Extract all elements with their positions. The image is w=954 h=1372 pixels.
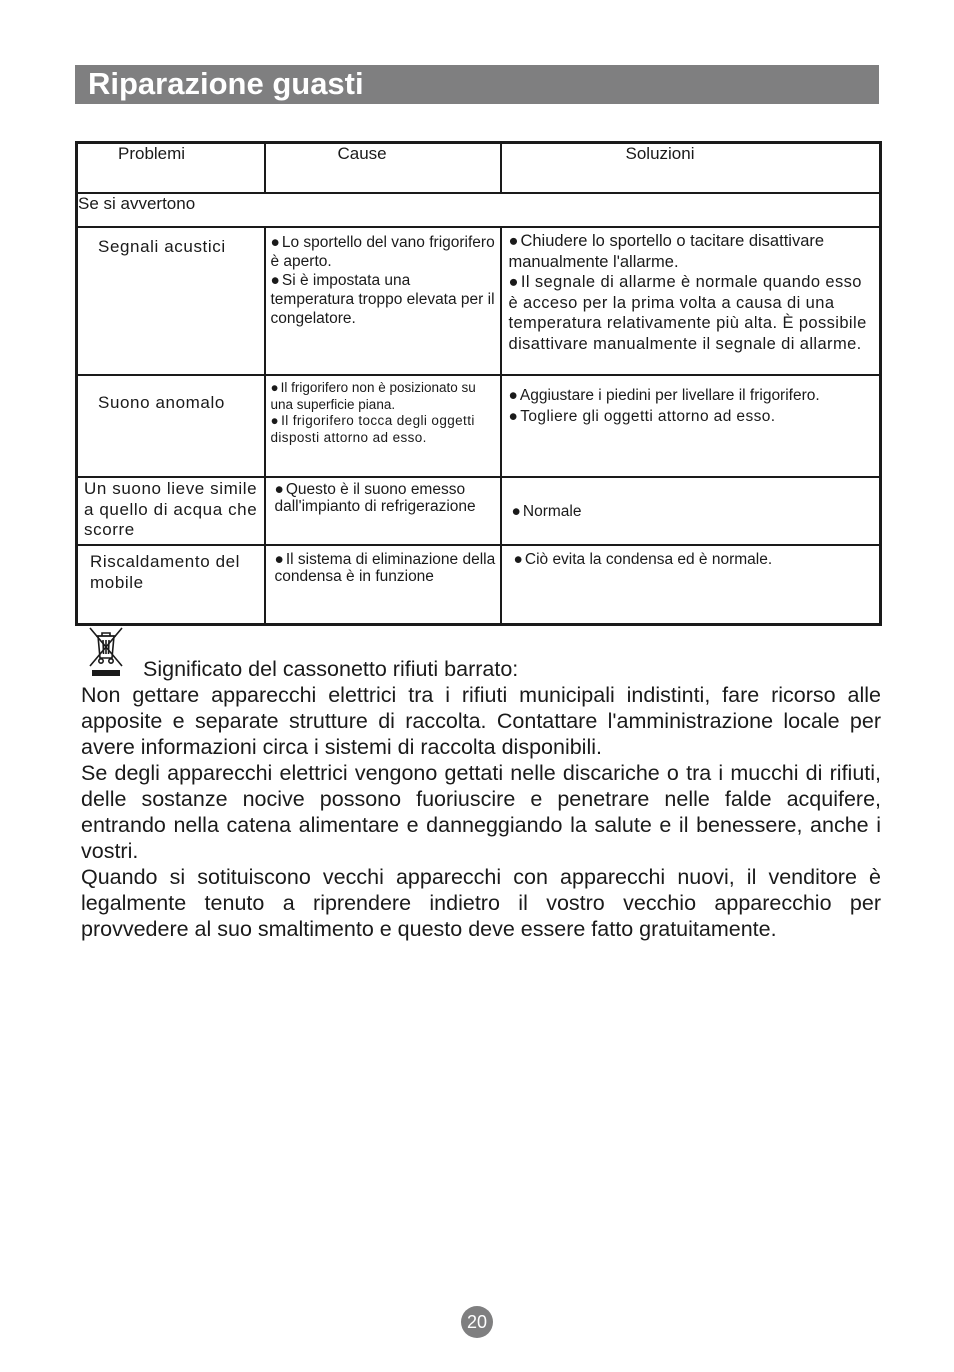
disposal-paragraph: Se degli apparecchi elettrici vengono gettati nelle discariche o tra i mucchi di rifiuti, delle sostanze nocive possono fuoriuscire e penetrare nelle falde acquifere, entrando nella catena alimentare e danneggiando la salute e il benessere, anche i vostri. [81,761,881,863]
cause-item: ● Questo è il suono emesso dall'impianto di refrigerazione [275,481,496,515]
solution-item: ● Aggiustare i piedini per livellare il frigorifero. [509,386,876,407]
cause-item: ● Il sistema di eliminazione della condensa è in funzione [275,551,496,585]
solution-cell [501,545,881,625]
header-soluzioni: Soluzioni [501,143,881,194]
cause-cell [265,545,501,625]
solution-item: ● Chiudere lo sportello o tacitare disattivare manualmente l'allarme. [509,231,876,272]
disposal-paragraph: Quando si sotituiscono vecchi apparecchi con apparecchi nuovi, il venditore è legalmente tenuto a riprendere indietro il vostro vecchio apparecchio per provvedere al suo smaltimento e questo deve essere fatto gratuitamente. [81,865,881,941]
table-row [77,227,881,375]
problem-cell: Un suono lieve simile a quello di acqua che scorre [77,477,265,545]
cause-cell [265,477,501,545]
title-bar [75,65,879,104]
disposal-paragraph: Non gettare apparecchi elettrici tra i rifiuti municipali indistinti, fare ricorso alle apposite e separate strutture di raccolta. Contattare l'amministrazione locale per avere informazioni circa i sistemi di raccolta disponibili. [81,683,881,759]
solution-cell [501,477,881,545]
page-number: 20 [461,1306,493,1338]
solution-item: ● Normale [512,502,880,521]
solution-item: ● Il segnale di allarme è normale quando esso è acceso per la prima volta a causa di una temperatura relativamente più alta. È possibile disattivare manualmente il segnale di allarme. [509,272,876,354]
table-intro-row [77,193,881,227]
table-row [77,477,881,545]
disposal-heading: Significato del cassonetto rifiuti barrato: [143,657,519,681]
table-row [77,545,881,625]
cause-item: ● Il frigorifero non è posizionato su una superficie piana. [271,380,496,413]
cause-cell [265,227,501,375]
solution-item: ● Ciò evita la condensa ed è normale. [514,550,876,569]
header-cause: Cause [265,143,501,194]
table-row [77,375,881,477]
problem-cell: Suono anomalo [77,375,265,477]
problem-cell: Riscaldamento del mobile [77,545,265,625]
solution-cell [501,375,881,477]
cause-item: ● Lo sportello del vano frigorifero è aperto. [271,233,496,271]
troubleshooting-table [75,141,882,626]
cause-cell [265,375,501,477]
solution-cell [501,227,881,375]
solution-item: ● Togliere gli oggetti attorno ad esso. [509,407,876,428]
page-title: Riparazione guasti [88,66,364,101]
problem-cell: Segnali acustici [77,227,265,375]
table-header-row [77,143,881,194]
header-problemi: Problemi [77,143,265,194]
cause-item: ● Il frigorifero tocca degli oggetti disposti attorno ad esso. [271,413,496,446]
cause-item: ● Si è impostata una temperatura troppo elevata per il congelatore. [271,271,496,328]
disposal-section [81,656,881,942]
intro-text: Se si avvertono [77,193,881,227]
